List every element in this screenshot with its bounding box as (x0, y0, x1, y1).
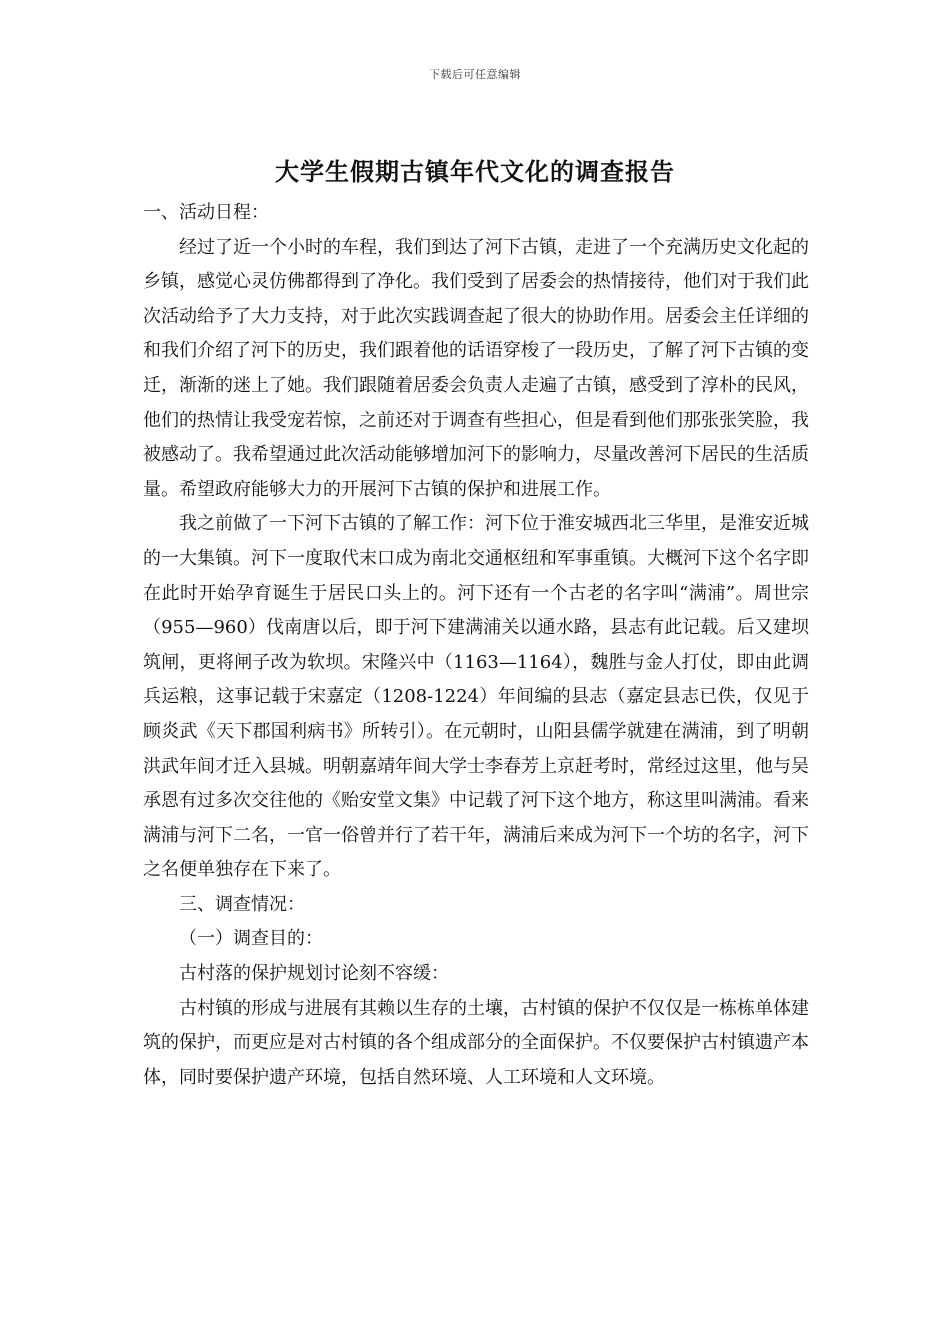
document-title: 大学生假期古镇年代文化的调查报告 (275, 158, 675, 186)
header-note: 下载后可任意编辑 (429, 68, 521, 81)
document-body (143, 196, 809, 1095)
paragraph-history: 我之前做了一下河下古镇的了解工作：河下位于淮安城西北三华里，是淮安近城的一大集镇。河下一度取代末口成为南北交通枢纽和军事重镇。大概河下这个名字即在此时开始孕育诞生于居民口头上的。河下还有一个古老的名字叫“满浦”。周世宗（955—960）伐南唐以后，即于河下建满浦关以通水路，县志有此记载。后又建坝筑闸，更将闸子改为软坝。宋隆兴中（1163—1164），魏胜与金人打仗，即由此调兵运粮，这事记载于宋嘉定（1208-1224）年间编的县志（嘉定县志已佚，仅见于顾炎武《天下郡国利病书》所转引）。在元朝时，山阳县儒学就建在满浦，到了明朝洪武年间才迁入县城。明朝嘉靖年间大学士李春芳上京赶考时，常经过这里，他与吴承恩有过多次交往他的《贻安堂文集》中记载了河下这个地方，称这里叫满浦。看来满浦与河下二名，一官一俗曾并行了若干年，满浦后来成为河下一个坊的名字，河下之名便单独存在下来了。 (143, 513, 809, 881)
section-heading-schedule: 一、活动日程： (143, 202, 269, 223)
section-heading-survey: 三、调查情况： (179, 893, 305, 915)
paragraph-urgency: 古村落的保护规划讨论刻不容缓： (179, 963, 449, 985)
paragraph-visit: 经过了近一个小时的车程，我们到达了河下古镇，走进了一个充满历史文化起的乡镇，感觉心灵仿佛都得到了净化。我们受到了居委会的热情接待，他们对于我们此次活动给予了大力支持，对于此次实践调查起了很大的协助作用。居委会主任详细的和我们介绍了河下的历史，我们跟着他的话语穿梭了一段历史，了解了河下古镇的变迁，渐渐的迷上了她。我们跟随着居委会负责人走遍了古镇，感受到了淳朴的民风，他们的热情让我受宠若惊，之前还对于调查有些担心，但是看到他们那张张笑脸，我被感动了。我希望通过此次活动能够增加河下的影响力，尽量改善河下居民的生活质量。希望政府能够大力的开展河下古镇的保护和进展工作。 (143, 236, 809, 500)
paragraph-protection: 古村镇的形成与进展有其赖以生存的土壤，古村镇的保护不仅仅是一栋栋单体建筑的保护，而更应是对古村镇的各个组成部分的全面保护。不仅要保护古村镇遗产本体，同时要保护遗产环境，包括自然环境、人工环境和人文环境。 (143, 997, 809, 1088)
subsection-heading-purpose: （一）调查目的： (179, 928, 323, 950)
